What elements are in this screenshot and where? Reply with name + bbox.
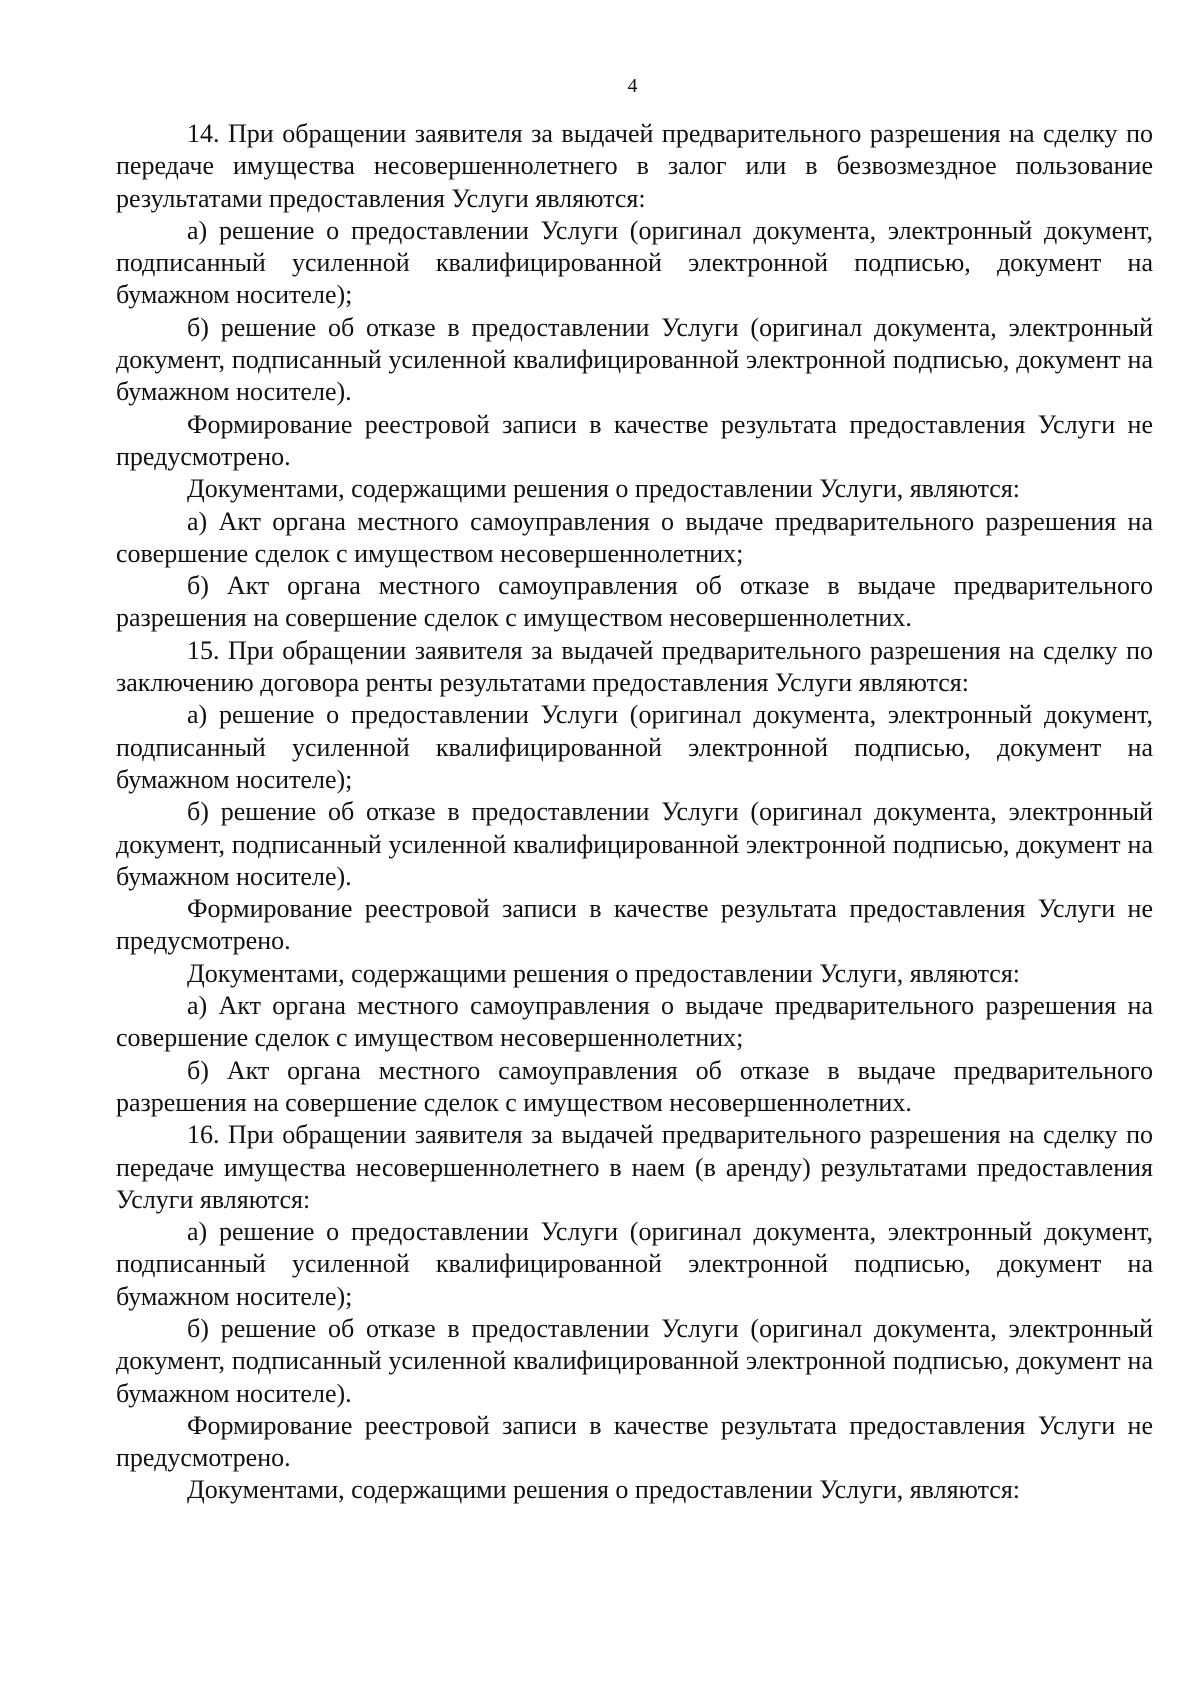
paragraph-15-documents: Документами, содержащими решения о предоставлении Услуги, являются: (187, 958, 1021, 988)
paragraph-16-documents: Документами, содержащими решения о предоставлении Услуги, являются: (187, 1475, 1021, 1505)
paragraph-14-act-a: а) Акт органа местного самоуправления о выдаче предварительного разрешения на совершение сделок с имуществом несовершеннолетних; (116, 506, 1153, 568)
paragraph-15-act-a: а) Акт органа местного самоуправления о выдаче предварительного разрешения на совершение сделок с имуществом несовершеннолетних; (116, 991, 1153, 1053)
paragraph-15-b: б) решение об отказе в предоставлении Услуги (оригинал документа, электронный документ, подписанный усиленной квалифицированной электронной подписью, документ на бумажном носителе). (116, 797, 1153, 891)
paragraph-14-intro: 14. При обращении заявителя за выдачей предварительного разрешения на сделку по передаче имущества несовершеннолетнего в залог или в безвозмездное пользование результатами предоставления Услуги являются: (116, 119, 1153, 213)
paragraph-15-intro: 15. При обращении заявителя за выдачей предварительного разрешения на сделку по заключению договора ренты результатами предоставления Услуги являются: (116, 635, 1153, 698)
paragraph-14-registry-note: Формирование реестровой записи в качестве результата предоставления Услуги не предусмотрено. (116, 409, 1153, 471)
paragraph-16-b: б) решение об отказе в предоставлении Услуги (оригинал документа, электронный документ, подписанный усиленной квалифицированной электронной подписью, документ на бумажном носителе). (116, 1313, 1153, 1408)
document-body (116, 118, 1153, 1507)
paragraph-16-a: а) решение о предоставлении Услуги (оригинал документа, электронный документ, подписанный усиленной квалифицированной электронной подписью, документ на бумажном носителе); (116, 1217, 1153, 1311)
paragraph-15-a: а) решение о предоставлении Услуги (оригинал документа, электронный документ, подписанный усиленной квалифицированной электронной подписью, документ на бумажном носителе); (116, 700, 1153, 794)
paragraph-16-registry-note: Формирование реестровой записи в качестве результата предоставления Услуги не предусмотрено. (116, 1410, 1153, 1473)
paragraph-14-documents: Документами, содержащими решения о предоставлении Услуги, являются: (187, 474, 1021, 504)
paragraph-14-a: а) решение о предоставлении Услуги (оригинал документа, электронный документ, подписанный усиленной квалифицированной электронной подписью, документ на бумажном носителе); (116, 215, 1153, 310)
paragraph-14-act-b: б) Акт органа местного самоуправления об отказе в выдаче предварительного разрешения на совершение сделок с имуществом несовершеннолетних. (116, 571, 1153, 633)
page-number: 4 (627, 75, 638, 97)
paragraph-15-act-b: б) Акт органа местного самоуправления об отказе в выдаче предварительного разрешения на совершение сделок с имуществом несовершеннолетних. (116, 1055, 1153, 1117)
paragraph-14-b: б) решение об отказе в предоставлении Услуги (оригинал документа, электронный документ, подписанный усиленной квалифицированной электронной подписью, документ на бумажном носителе). (116, 312, 1153, 407)
paragraph-16-intro: 16. При обращении заявителя за выдачей предварительного разрешения на сделку по передаче имущества несовершеннолетнего в наем (в аренду) результатами предоставления Услуги являются: (116, 1120, 1153, 1214)
paragraph-15-registry-note: Формирование реестровой записи в качестве результата предоставления Услуги не предусмотрено. (116, 894, 1153, 956)
